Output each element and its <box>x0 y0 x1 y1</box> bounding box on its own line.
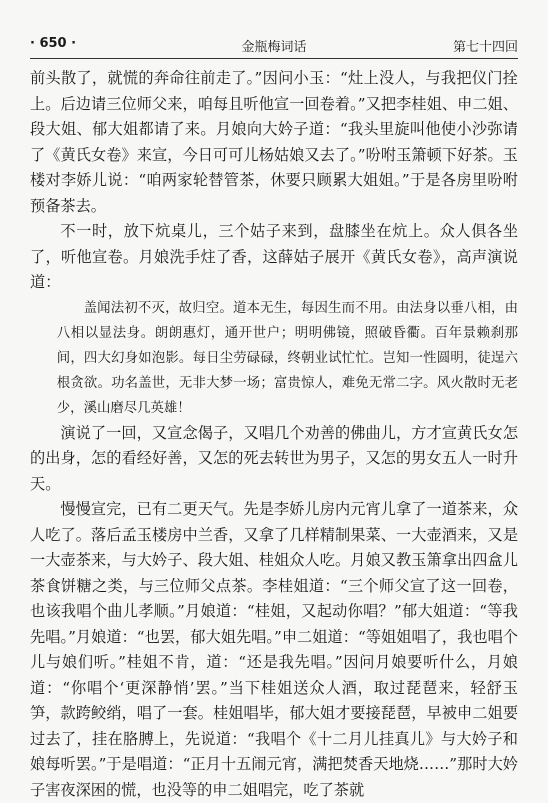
scripture-quote: 盖闻法初不灭，故归空。道本无生，每因生而不用。由法身以垂八相，由八相以显法身。朗朗惠灯，通开世户；明明佛镜，照破昏衢。百年景赖刹那间，四大幻身如泡影。每日尘劳碌碌，终朝业试忙忙。岂知一性圆明，徒逞六根贪欲。功名盖世，无非大梦一场；富贵惊人，难免无常二字。风火散时无老少，溪山磨尽几英雄！ <box>56 300 518 416</box>
header-rule <box>30 58 518 59</box>
book-title: 金瓶梅词话 <box>241 40 307 55</box>
page-body <box>30 66 518 803</box>
chapter-label: 第七十四回 <box>452 40 518 55</box>
running-header <box>30 36 518 58</box>
paragraph: 不一时，放下炕桌儿，三个姑子来到，盘膝坐在炕上。众人俱各坐了，听他宣卷。月娘洗手炷了香，这薛姑子展开《黄氏女卷》，高声演说道： <box>30 222 518 291</box>
paragraph: 慢慢宣完，已有二更天气。先是李娇儿房内元宵儿拿了一道茶来，众人吃了。落后孟玉楼房中兰香，又拿了几样精制果菜、一大壶酒来，又是一大壶茶来，与大妗子、段大姐、桂姐众人吃。月娘又教玉箫拿出四盒儿茶食饼糖之类，与三位师父点茶。李桂姐道：“三个师父宣了这一回卷，也该我唱个曲儿孝顺。”月娘道：“桂姐，又起动你唱？”郁大姐道：“等我先唱。”月娘道：“也罢，郁大姐先唱。”申二姐道：“等姐姐唱了，我也唱个儿与娘们听。”桂姐不肯，道：“还是我先唱。”因问月娘要听什么，月娘道：“你唱个‘更深静悄’罢。”当下桂姐送众人酒，取过琵琶来，轻舒玉笋，款跨鲛绡，唱了一套。桂姐唱毕，郁大姐才要接琵琶，早被申二姐要过去了，挂在胳膊上，先说道：“我唱个《十二月儿挂真儿》与大妗子和娘每听罢。”于是唱道：“正月十五闹元宵，满把焚香天地烧……”那时大妗子害夜深困的慌，也没等的申二姐唱完，吃了茶就 <box>30 500 518 799</box>
paragraph-continuation: 前头散了，就慌的奔命往前走了。”因问小玉：“灶上没人，与我把仪门拴上。后边请三位师父来，咱每且听他宣一回卷着。”又把李桂姐、申二姐、段大姐、郁大姐都请了来。月娘向大妗子道：“我头里旋叫他使小沙弥请了《黄氏女卷》来宣，今日可可儿杨姑娘又去了。”吩咐玉箫顿下好茶。玉楼对李娇儿说：“咱两家轮替管茶，休要只顾累大姐姐。”于是各房里吩咐预备茶去。 <box>30 69 518 215</box>
page-number: · 650 · <box>30 36 77 51</box>
paragraph: 演说了一回，又宣念偈子，又唱几个劝善的佛曲儿，方才宣黄氏女怎的出身，怎的看经好善，又怎的死去转世为男子，又怎的男女五人一时升天。 <box>30 423 518 493</box>
